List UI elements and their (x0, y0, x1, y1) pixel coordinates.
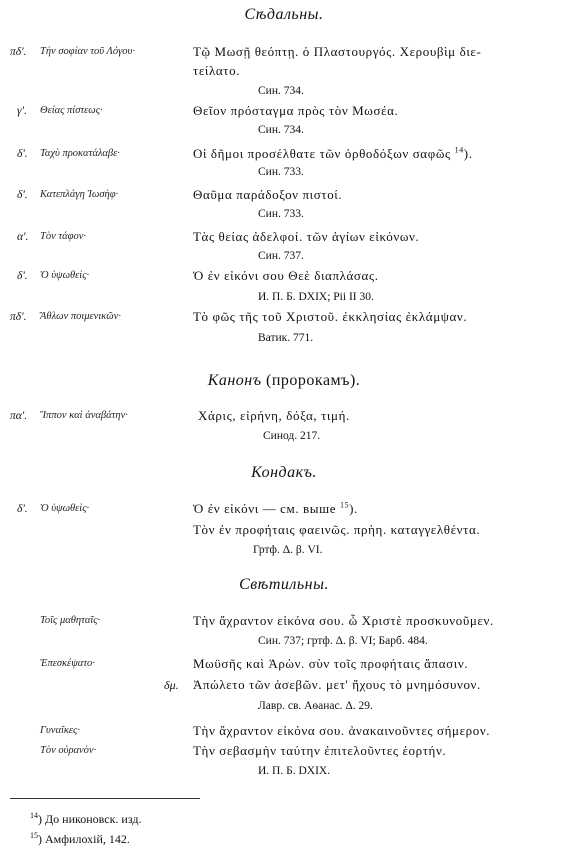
entry-source: Син. 737. (258, 250, 304, 262)
entry-text (193, 501, 358, 517)
entry-source: Син. 734. (258, 85, 304, 97)
footnote-divider (10, 798, 200, 799)
entry-source: Син. 733. (258, 166, 304, 178)
entry-number: α'. (17, 231, 29, 243)
entry-text-continuation: τείλατο. (193, 63, 241, 78)
entry-incipit: Τὸν τάφον· (40, 231, 86, 242)
section-heading-kondak: Кондакъ. (251, 464, 317, 481)
entry-text: Ὁ ἐν εἰκόνι σου Θεὲ διαπλάσας. (193, 268, 379, 283)
entry-incipit: Ὁ ὑψωθεὶς· (40, 270, 90, 281)
entry-text (193, 146, 473, 162)
entry-text: Χάρις, εἰρήνη, δόξα, τιμή. (198, 408, 350, 423)
entry-source: Гртф. Δ. β. VI. (253, 544, 323, 556)
entry-source: И. П. Б. DXIX. (258, 765, 331, 777)
entry-number: γ'. (17, 105, 27, 117)
footnote (30, 812, 141, 827)
entry-number: πδ'. (10, 46, 27, 58)
entry-number: πδ'. (10, 311, 27, 323)
entry-source: Син. 734. (258, 124, 304, 136)
entry-incipit: Τὸν οὐρανὸν· (40, 745, 97, 756)
entry-text-main: Οἱ δῆμοι προσέλθατε τῶν ὀρθοδόξων σαφῶς (193, 146, 451, 161)
entry-number: δ'. (17, 270, 28, 282)
section-heading-sedalny: Сѣдальны. (244, 6, 324, 23)
entry-text: Τῷ Μωσῇ θεόπτῃ. ὁ Πλαστουργός. Χερουβὶμ διε- (193, 44, 482, 59)
footnote-text: ) До никоновск. изд. (38, 812, 142, 826)
entry-text: Τὰς θείας ἀδελφοί. τῶν ἁγίων εἰκόνων. (193, 229, 420, 244)
entry-prefix: δμ. (164, 678, 179, 692)
entry-text-continuation: Ἀπώλετο τῶν ἀσεβῶν. μετ' ἤχους τὸ μνημόσυνον. (193, 677, 481, 692)
entry-text-end: ). (463, 146, 473, 161)
entry-text-main: Ὁ ἐν εἰκόνι — см. выше (193, 501, 337, 516)
entry-number: δ'. (17, 189, 28, 201)
entry-incipit: Τὴν σοφίαν τοῦ Λόγου· (40, 46, 135, 57)
kanon-subtitle: (пророкамъ). (261, 372, 361, 389)
entry-number: δ'. (17, 148, 28, 160)
entry-incipit: Ἐπεσκέψατο· (40, 658, 95, 669)
footnote-text: ) Амфилохій, 142. (38, 832, 130, 846)
entry-text: Τὴν ἄχραντον εἰκόνα σου. ἀνακαινοῦντες σήμερον. (193, 723, 491, 738)
entry-incipit: Ἵππον καὶ ἀναβάτην· (40, 410, 128, 421)
entry-text: Τὸ φῶς τῆς τοῦ Χριστοῦ. ἐκκλησίας ἐκλάμψαν. (193, 309, 468, 324)
entry-incipit: Γυναῖκες· (40, 725, 80, 736)
footnote-ref: 14 (454, 145, 464, 155)
entry-number: πα'. (10, 410, 28, 422)
entry-source: Син. 733. (258, 208, 304, 220)
entry-incipit: Τοῖς μαθηταῖς· (40, 615, 101, 626)
entry-source: Синод. 217. (263, 430, 321, 442)
section-heading-svetilny: Свѣтильны. (239, 576, 329, 593)
entry-number: δ'. (17, 503, 28, 515)
entry-incipit: Θείας πίστεως· (40, 105, 103, 116)
entry-text: Τὴν ἄχραντον εἰκόνα σου. ὦ Χριστὲ προσκυνοῦμεν. (193, 613, 494, 628)
entry-source: Ватик. 771. (258, 332, 314, 344)
entry-incipit: Ὁ ὑψωθεὶς· (40, 503, 90, 514)
entry-incipit: Κατεπλάγη Ἰωσὴφ· (40, 189, 119, 200)
footnote-ref: 15 (339, 500, 350, 510)
entry-incipit: Ταχὺ προκατάλαβε· (40, 148, 120, 159)
entry-source: И. П. Б. DXIX; Pii II 30. (258, 291, 374, 303)
footnote-mark: 14 (30, 811, 38, 820)
entry-text: Μωϋσῆς καὶ Ἀρὼν. σὺν τοῖς προφήταις ἅπασιν. (193, 656, 469, 671)
entry-source: Лавр. св. Аѳанас. Δ. 29. (258, 700, 373, 712)
kanon-title: Канонъ (207, 372, 262, 389)
entry-text: Τὴν σεβασμὴν ταύτην ἐπιτελοῦντες ἑορτήν. (193, 743, 447, 758)
entry-text-end: ). (349, 501, 358, 516)
entry-text: Θεῖον πρόσταγμα πρὸς τὸν Μωσέα. (193, 103, 399, 118)
entry-source: Син. 737; гртф. Δ. β. VI; Барб. 484. (258, 635, 428, 647)
footnote (30, 832, 130, 847)
entry-text: Θαῦμα παράδοξον πιστοί. (193, 187, 343, 202)
entry-text-continuation: Τὸν ἐν προφήταις φαεινῶς. πρὴη. καταγγελθέντα. (193, 522, 481, 537)
footnote-mark: 15 (30, 831, 38, 840)
entry-incipit: Ἄθλων ποιμενικῶν· (40, 311, 121, 322)
section-heading-kanon (0, 372, 568, 390)
